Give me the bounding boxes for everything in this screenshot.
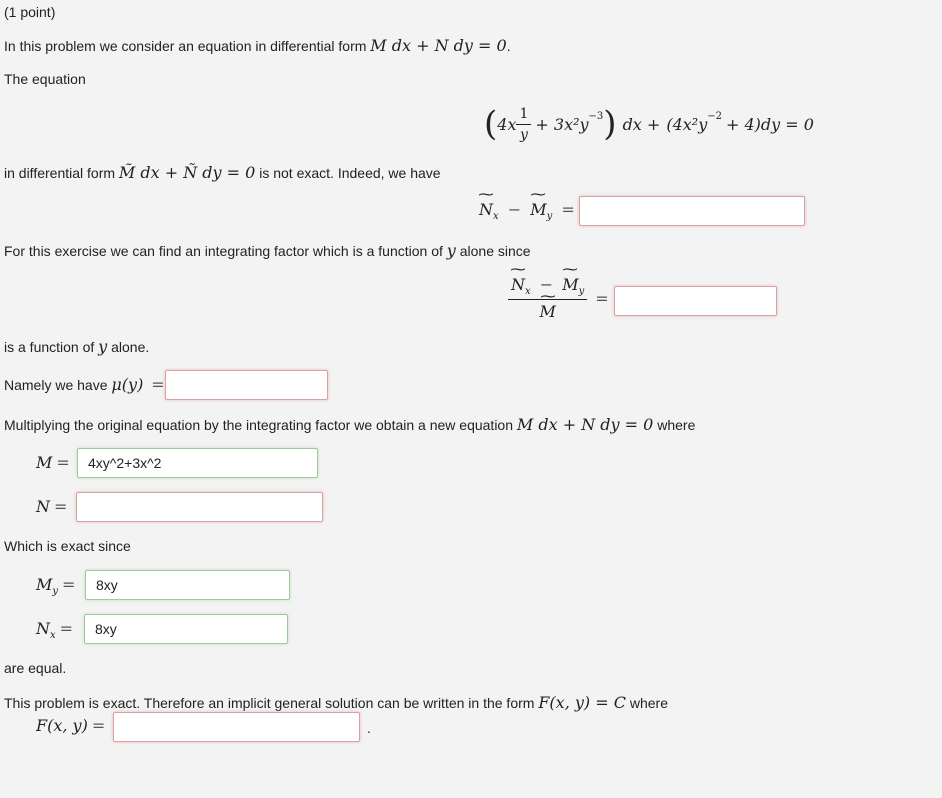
eq-frac-den: y: [516, 124, 531, 143]
m-row-label: [36, 453, 74, 472]
intro-line: [4, 36, 511, 55]
eq-term3: (4x²y: [666, 114, 708, 134]
if-suffix: alone since: [459, 243, 531, 259]
my-answer-input[interactable]: [85, 570, 290, 600]
multiply-prefix: Multiplying the original equation by the integrating factor we obtain a new equation: [4, 417, 513, 433]
implicit-line: [4, 693, 668, 712]
mu-answer-input[interactable]: [165, 370, 328, 400]
implicit-suffix: where: [629, 695, 668, 711]
right-paren: ): [603, 104, 617, 144]
multiply-suffix: where: [657, 417, 696, 433]
nx-row-label: [36, 619, 77, 641]
eq-coef1: 4x: [497, 114, 517, 134]
eq-dx: dx +: [622, 114, 661, 134]
n-equals: =: [54, 497, 68, 516]
my-row-label: [36, 575, 79, 597]
ratio-m-tilde: ~ M: [562, 275, 578, 294]
f-row-label: [36, 716, 109, 735]
nx-answer-input[interactable]: [84, 614, 288, 644]
m-equals: =: [56, 453, 70, 472]
n-tilde: ~ N: [479, 200, 493, 219]
minus-sign: −: [507, 200, 522, 219]
n-sub: x: [493, 211, 499, 223]
eq-tail: + 4)dy = 0: [725, 114, 814, 134]
f-answer-input[interactable]: [113, 712, 360, 742]
ratio-m-sub: y: [578, 286, 585, 298]
ratio-minus: −: [539, 275, 554, 294]
mu-prefix: Namely we have: [4, 377, 108, 393]
n-row-label: [36, 497, 71, 516]
my-sub: y: [52, 586, 59, 598]
intro-period: .: [506, 38, 511, 54]
left-paren: (: [484, 104, 498, 144]
integrating-factor-line: [4, 241, 531, 260]
nx-sub: x: [50, 630, 56, 642]
m-sub: y: [546, 211, 553, 223]
exact-since-text: Which is exact since: [4, 538, 131, 554]
is-function-suffix: alone.: [111, 339, 150, 355]
nx-equals: =: [59, 619, 74, 638]
not-exact-line: [4, 163, 441, 182]
not-exact-suffix: is not exact. Indeed, we have: [259, 165, 441, 181]
nx-label: N: [36, 619, 50, 638]
not-exact-form-equation: M̃ dx + Ñ dy = 0: [118, 163, 256, 182]
ratio-equals: =: [595, 288, 609, 308]
ratio-n-tilde: ~ N: [511, 275, 525, 294]
f-trailing-period: .: [367, 720, 371, 736]
mu-expression: μ(y): [111, 375, 144, 394]
is-function-prefix: is a function of: [4, 339, 95, 355]
intro-text: In this problem we consider an equation in differential form: [4, 38, 367, 54]
is-function-var: y: [98, 337, 108, 356]
eq-fraction: [516, 106, 531, 143]
my-label: M: [36, 575, 53, 594]
m-answer-input[interactable]: [77, 448, 318, 478]
ratio-den-m-tilde: ~ M: [539, 302, 555, 321]
if-prefix: For this exercise we can find an integrating factor which is a function of: [4, 243, 443, 259]
equals-sign: =: [561, 200, 575, 219]
f-equals: =: [91, 716, 106, 735]
diff-expression: [479, 200, 579, 222]
ratio-expression: [508, 275, 613, 321]
intro-form-equation: M dx + N dy = 0: [370, 36, 507, 55]
are-equal-text: are equal.: [4, 660, 67, 676]
eq-term2: + 3x²y: [535, 114, 589, 134]
ratio-denominator: [508, 299, 587, 321]
eq-exp2: −3: [588, 110, 604, 122]
diff-answer-input[interactable]: [579, 196, 805, 226]
m-label: M: [36, 453, 53, 472]
m-tilde: ~ M: [530, 200, 546, 219]
equation-label: The equation: [4, 71, 86, 87]
eq-exp3: −2: [707, 110, 722, 122]
original-equation: [484, 100, 814, 148]
my-equals: =: [62, 575, 76, 594]
ratio-answer-input[interactable]: [614, 286, 777, 316]
n-label: N: [36, 497, 50, 516]
implicit-prefix: This problem is exact. Therefore an implicit general solution can be written in the form: [4, 695, 535, 711]
f-label: F(x, y): [36, 716, 88, 735]
if-var: y: [446, 241, 456, 260]
implicit-form: F(x, y) = C: [538, 693, 626, 712]
mu-line: [4, 375, 169, 394]
multiply-line: [4, 415, 695, 434]
mu-equals: =: [151, 375, 165, 394]
ratio-n-sub: x: [525, 286, 531, 298]
multiply-form-equation: M dx + N dy = 0: [516, 415, 654, 434]
is-function-line: [4, 337, 149, 356]
ratio-fraction: [508, 275, 587, 321]
not-exact-prefix: in differential form: [4, 165, 116, 181]
points-label: (1 point): [4, 4, 56, 20]
n-answer-input[interactable]: [76, 492, 323, 522]
eq-frac-num: 1: [519, 105, 529, 122]
